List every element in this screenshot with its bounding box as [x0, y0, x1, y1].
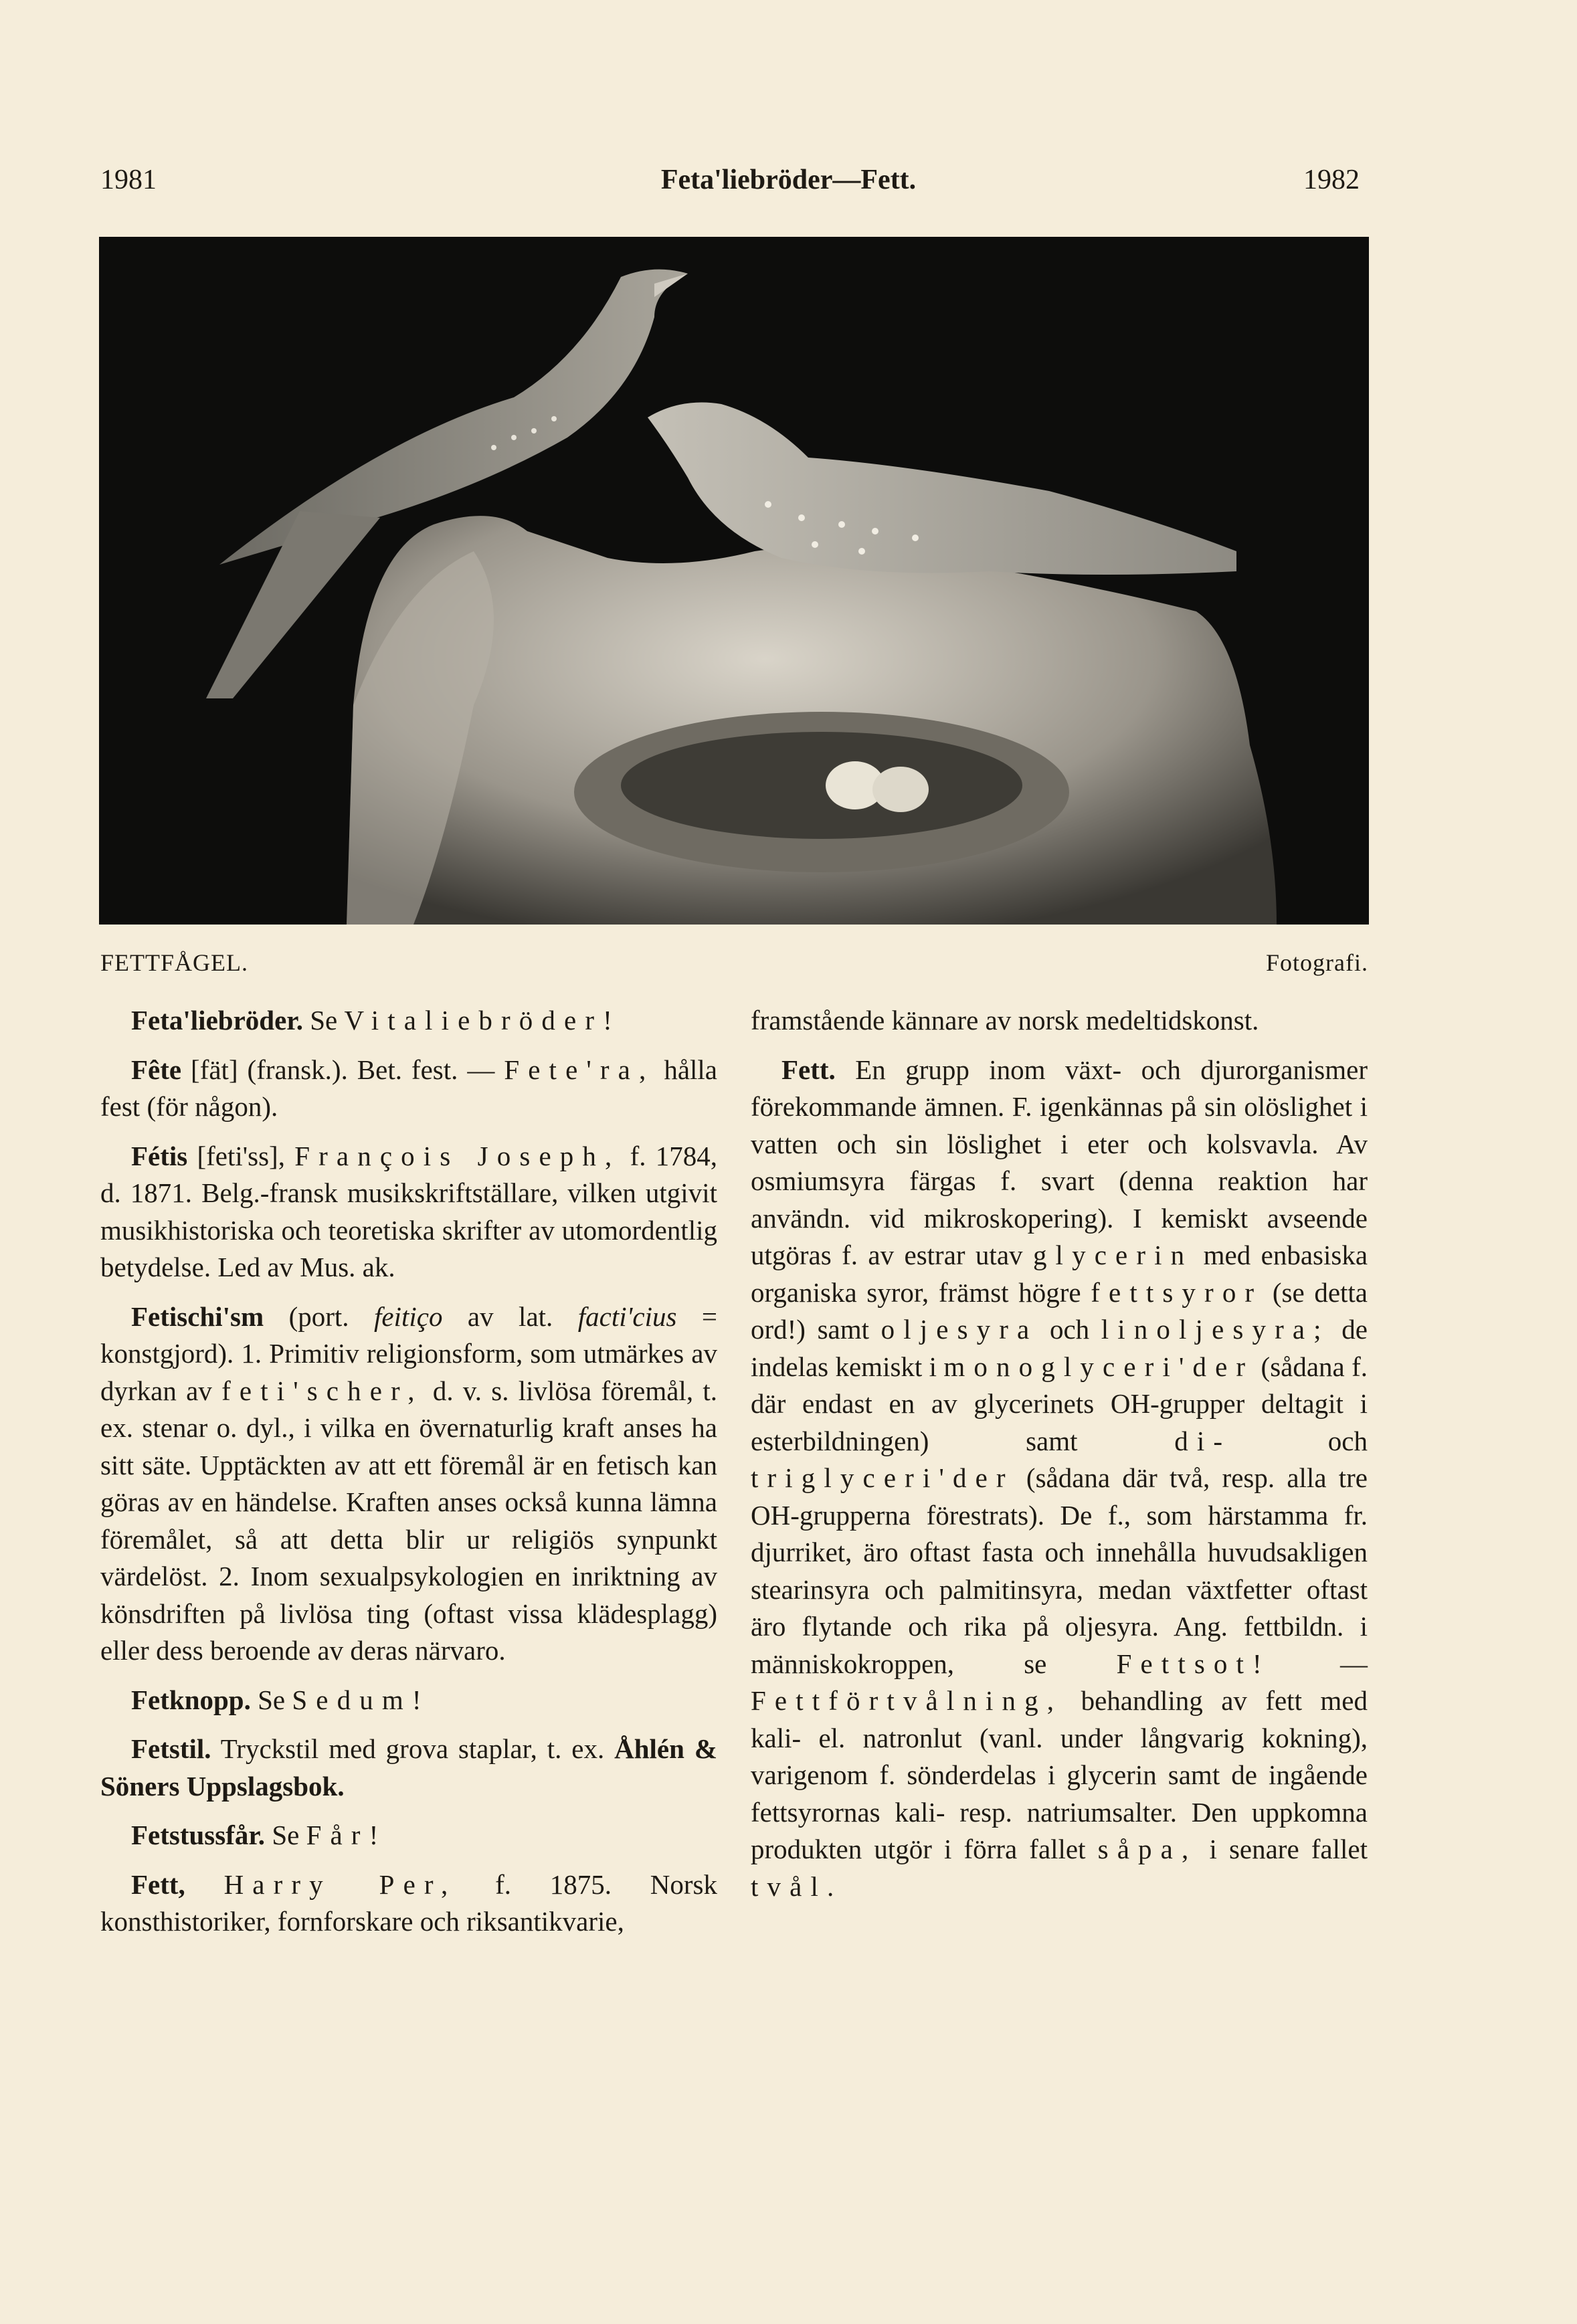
cross-reference: Vitaliebröder! [344, 1005, 621, 1036]
entry-fett: Fett. En grupp inom växt- och djurorganismer förekommande ämnen. F. igenkännas på sin olöslighet i vatten och sin löslighet i eter och kolsvavla. Av osmiumsyra färgas f. svart (denna reaktion har användn. vid mikroskopering). I kemiskt avseende utgöras f. av estrar utav glycerin med enbasiska organiska syror, främst högre fettsyror (se detta ord!) samt oljesyra och linoljesyra; de indelas kemiskt i monoglyceri'der (sådana f. där endast en av glycerinets OH-grupper deltagit i esterbildningen) samt di- och triglyceri'der (sådana där två, resp. alla tre OH-grupperna förestrats). De f., som härstamma fr. djurriket, äro oftast fasta och innehålla huvudsakligen stearinsyra och palmitinsyra, medan växtfetter oftast äro flytande och rika på oljesyra. Ang. fettbildn. i människokroppen, se Fettsot! — Fettförtvålning, behandling av fett med kali- el. natronlut (vanl. under långvarig kokning), varigenom f. sönderdelas i glycerin samt de ingående fettsyrornas kali- resp. natriumsalter. Den uppkomna produkten utgör i förra fallet såpa, i senare fallet tvål. [751, 1054, 1368, 1902]
column-left [100, 1002, 717, 1953]
headword: Feta'liebröder. [131, 1005, 303, 1036]
headword: Fetischi'sm [131, 1300, 264, 1332]
entry-fetstil: Fetstil. Tryckstil med grova staplar, t. ex. Åhlén & Söners Uppslagsbok. [100, 1733, 717, 1802]
figure-caption: FETTFÅGEL. [100, 949, 248, 976]
headword: Fetstil. [131, 1733, 211, 1764]
egg [872, 767, 929, 812]
bird-illustration [99, 237, 1369, 925]
page-number-left: 1981 [100, 165, 157, 195]
entry-fetischism: Fetischi'sm (port. feitiço av lat. facti'cius = konstgjord). 1. Primitiv religionsform, som utmärkes av dyrkan av feti'scher, d. v. s. livlösa föremål, t. ex. stenar o. dyl., i vilka en övernaturlig kraft anses ha sitt säte. Upptäckten av att ett föremål är en fetisch kan göras av en händelse. Kraften anses också kunna lämna föremålet, så att detta blir ur religiös synpunkt värdelöst. 2. Inom sexualpsykologien en inriktning av könsdriften på livlösa ting (oftast vissa klädesplagg) eller dess beroende av deras närvaro. [100, 1300, 717, 1666]
headword: Fetstussfår. [131, 1820, 266, 1850]
entry-fete: Fête [fät] (fransk.). Bet. fest. — Fete'ra, hålla fest (för någon). [100, 1054, 717, 1122]
column-right [751, 1002, 1368, 1917]
running-head: Feta'liebröder—Fett. [660, 165, 917, 195]
entry-fetaliebroder: Feta'liebröder. Se Vitaliebröder! [131, 1005, 621, 1036]
entry-fetstussfar: Fetstussfår. Se Får! [131, 1820, 387, 1850]
figure-credit: Fotografi. [1266, 949, 1368, 976]
headword: Fett, [131, 1868, 185, 1900]
entry-fett-harry-continued: framstående kännare av norsk medeltidskonst. [751, 1005, 1259, 1036]
headword: Fett. [781, 1054, 836, 1085]
page-number-right: 1982 [1303, 165, 1360, 195]
headword: Fétis [131, 1140, 188, 1171]
entry-fetknopp: Fetknopp. Se Sedum! [131, 1684, 430, 1715]
entry-fett-harry: Fett, Harry Per, f. 1875. Norsk konsthistoriker, fornforskare och riksantikvarie, [100, 1868, 718, 1937]
entry-fetis: Fétis [feti'ss], François Joseph, f. 1784, d. 1871. Belg.-fransk musikskriftställare, vilken utgivit musikhistoriska och teoretiska skrifter av utomordentlig betydelse. Led av Mus. ak. [100, 1140, 717, 1282]
headword: Fetknopp. [131, 1684, 251, 1715]
cross-reference: Sedum! [292, 1684, 430, 1715]
cross-reference: Får! [306, 1820, 387, 1850]
headword: Fête [131, 1054, 182, 1085]
bird-photograph [99, 237, 1369, 925]
